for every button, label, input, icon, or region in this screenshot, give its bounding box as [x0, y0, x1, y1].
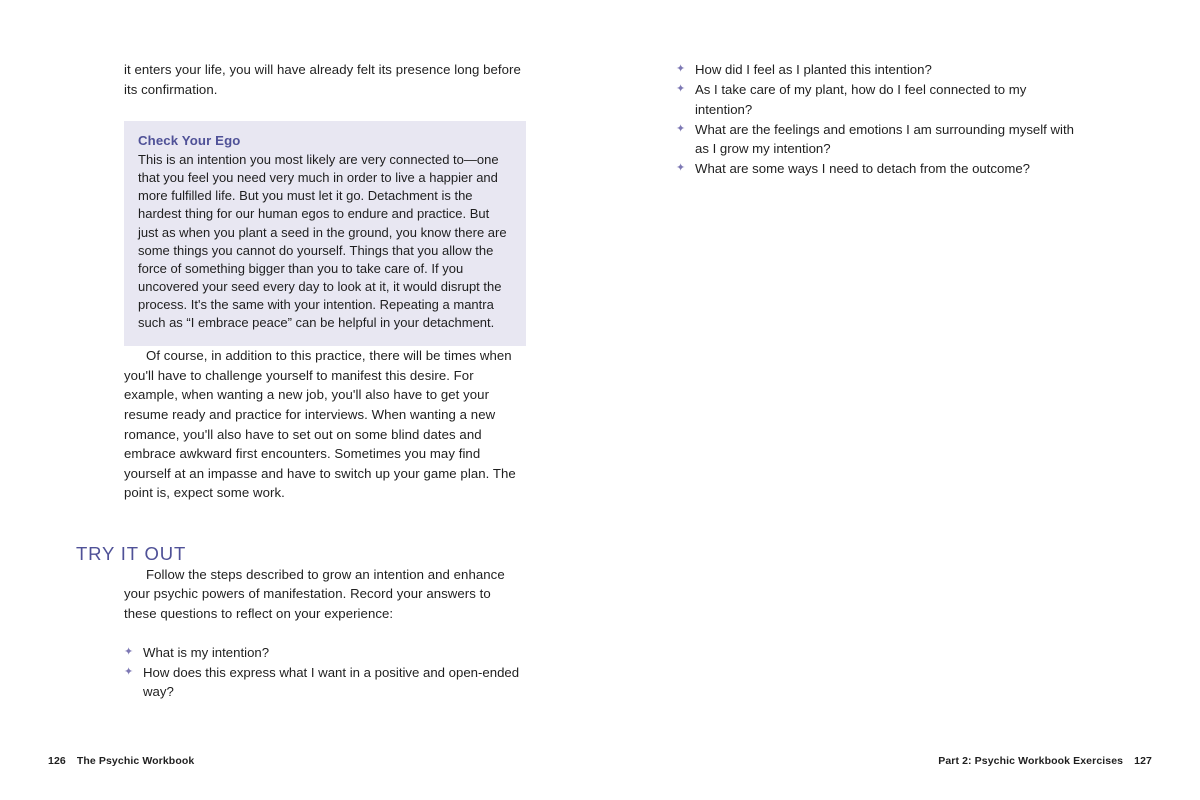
sparkle-bullet-icon: ✦	[124, 645, 134, 658]
right-footer	[938, 755, 1152, 767]
sparkle-bullet-icon: ✦	[124, 665, 134, 678]
list-item	[676, 80, 1076, 119]
list-item	[676, 159, 1076, 179]
book-title: The Psychic Workbook	[76, 755, 195, 767]
list-item-label: How does this express what I want in a positive and open-ended way?	[143, 664, 520, 700]
right-question-list	[676, 60, 1076, 179]
sparkle-bullet-icon: ✦	[676, 122, 686, 135]
list-item	[124, 663, 525, 702]
left-footer	[48, 755, 194, 767]
list-item-label: As I take care of my plant, how do I feel connected to my intention?	[695, 82, 1027, 117]
body-paragraph: Of course, in addition to this practice, there will be times when you'll have to challenge yourself to manifest this desire. For example, when wanting a new job, you'll also have to get your resume ready and practice for interviews. When wanting a new romance, you'll also have to set out on some blind dates and embrace awkward first encounters. Sometimes you may find yourself at an impasse and have to switch up your game plan. The point is, expect some work.	[124, 348, 516, 501]
intro-paragraph: it enters your life, you will have already felt its presence long before its confirmation.	[124, 62, 521, 97]
sparkle-bullet-icon: ✦	[676, 63, 686, 75]
sparkle-bullet-icon: ✦	[676, 83, 686, 96]
left-question-list	[124, 643, 525, 702]
callout-title: Check Your Ego	[138, 133, 241, 149]
instructions-paragraph: Follow the steps described to grow an intention and enhance your psychic powers of manifestation. Record your answers to these questions to reflect on your experience:	[124, 566, 505, 622]
list-item-label: What are some ways I need to detach from the outcome?	[695, 161, 1030, 177]
check-your-ego-callout	[124, 121, 526, 346]
list-item-label: What is my intention?	[143, 644, 270, 660]
sparkle-bullet-icon: ✦	[676, 162, 686, 175]
list-item-label: What are the feelings and emotions I am surrounding myself with as I grow my intention?	[695, 121, 1074, 157]
right-page-number: 127	[1134, 755, 1152, 767]
list-item	[124, 643, 525, 663]
right-page	[600, 0, 1200, 800]
section-title: Part 2: Psychic Workbook Exercises	[938, 755, 1124, 767]
section-heading-try-it-out: TRY IT OUT	[76, 542, 187, 564]
list-item-label: How did I feel as I planted this intention?	[695, 62, 932, 77]
callout-body-text: This is an intention you most likely are very connected to—one that you feel you need very much in order to live a happier and more fulfilled life. But you must let it go. Detachment is the hardest thing for our human egos to endure and practice. But just as when you plant a seed in the ground, you know there are some things you cannot do yourself. Things that you allow the force of something bigger than you to take care of. If you uncovered your seed every day to look at it, it would disrupt the process. It's the same with your intention. Repeating a mantra such as “I embrace peace” can be helpful in your detachment.	[138, 152, 507, 331]
left-page-number: 126	[48, 755, 66, 767]
list-item	[676, 60, 1076, 80]
list-item	[676, 120, 1076, 159]
